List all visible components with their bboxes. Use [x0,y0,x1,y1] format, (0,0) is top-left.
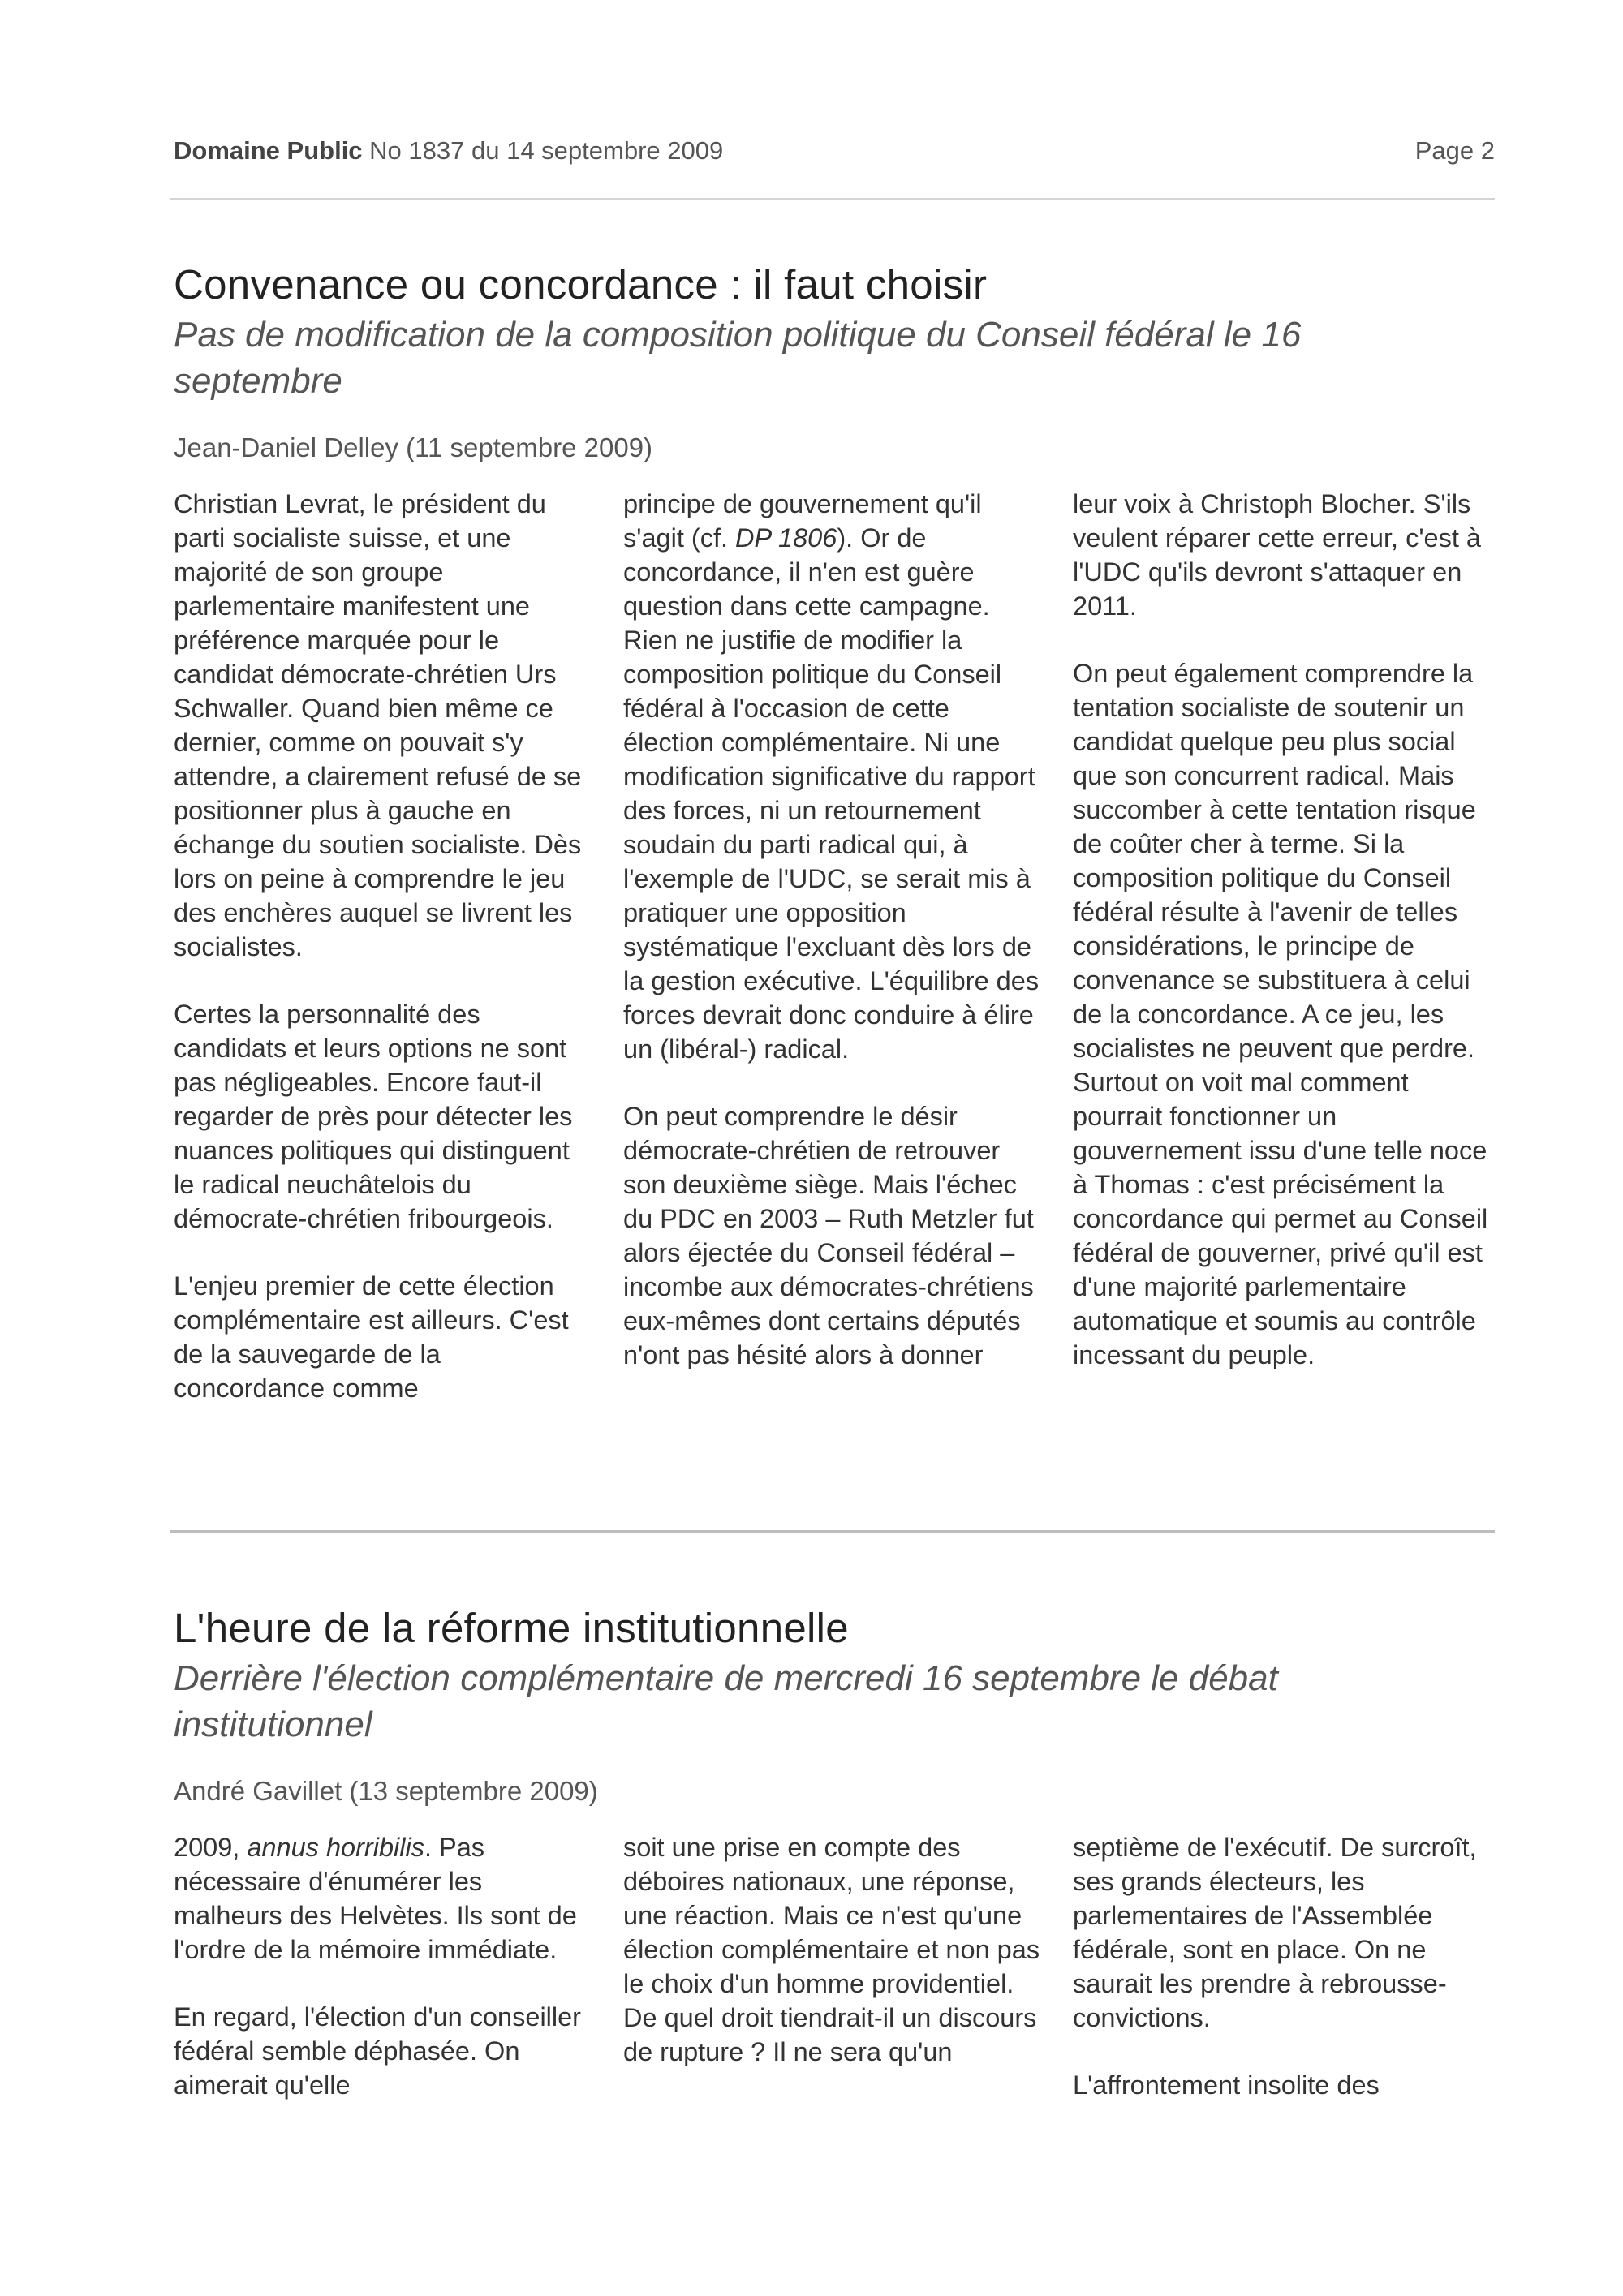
article-byline: André Gavillet (13 septembre 2009) [174,1776,598,1806]
column-3 [1073,1830,1495,2187]
article-divider [170,1530,1495,1533]
page-header [174,135,1495,167]
paragraph: Certes la personnalité des candidats et leurs options ne sont pas négligeables. Encore faut-il regarder de près pour détecter les nuances politiques qui distinguent le radical neuchâtelois du démocrate-chrétien fribourgeois. [174,1000,573,1233]
article-subtitle: Pas de modification de la composition politique du Conseil fédéral le 16 septembre [174,315,1302,401]
text-run: 2009, [174,1833,248,1862]
paragraph [174,1830,596,1967]
paragraph: soit une prise en compte des déboires nationaux, une réponse, une réaction. Mais ce n'est qu'une élection complémentaire et non pas le choix d'un homme providentiel. De quel droit tiendrait-il un discours de rupture ? Il ne sera qu'un [623,1833,1040,2066]
paragraph: L'affrontement insolite des [1073,2070,1380,2100]
paragraph: L'enjeu premier de cette élection complémentaire est ailleurs. C'est de la sauvegarde de la concordance comme [174,1271,569,1403]
column-2 [623,1830,1045,2187]
paragraph: Christian Levrat, le président du parti socialiste suisse, et une majorité de son groupe parlementaire manifestent une préférence marquée pour le candidat démocrate-chrétien Urs Schwaller. Quand bien même ce dernier, comme on pouvait s'y attendre, a clairement refusé de se positionner plus à gauche en échange du soutien socialiste. Dès lors on peine à comprendre le jeu des enchères auquel se livrent les socialistes. [174,489,582,961]
article-columns [174,1830,1495,2187]
article-subtitle: Derrière l'élection complémentaire de mercredi 16 septembre le débat institutionnel [174,1658,1278,1744]
text-run: principe de gouvernement qu'il s'agit (cf. [623,489,982,553]
publication-name: Domaine Public [174,136,363,165]
paragraph: On peut également comprendre la tentation socialiste de soutenir un candidat quelque peu plus social que son concurrent radical. Mais succomber à cette tentation risque de coûter cher à terme. Si la composition politique du Conseil fédéral résulte à l'avenir de telles considérations, le principe de convenance se substituera à celui de la concordance. A ce jeu, les socialistes ne peuvent que perdre. Surtout on voit mal comment pourrait fonctionner un gouvernement issu d'une telle noce à Thomas : c'est précisément la concordance qui permet au Conseil fédéral de gouverner, privé qu'il est d'une majorité parlementaire automatique et soumis au contrôle incessant du peuple. [1073,659,1488,1369]
emphasis-text: annus horribilis [247,1833,424,1862]
paragraph: leur voix à Christoph Blocher. S'ils veulent réparer cette erreur, c'est à l'UDC qu'ils devront s'attaquer en 2011. [1073,489,1481,621]
text-run: ). Or de concordance, il n'en est guère question dans cette campagne. Rien ne justifie de modifier la composition politique du Conseil fédéral à l'occasion de cette élection complémentaire. Ni une modification significative du rapport des forces, ni un retournement soudain du parti radical qui, à l'exemple de l'UDC, se serait mis à pratiquer une opposition systématique l'excluant dès lors de la gestion exécutive. L'équilibre des forces devrait donc conduire à élire un (libéral-) radical. [623,523,1040,1064]
article-byline: Jean-Daniel Delley (11 septembre 2009) [174,432,653,462]
column-2 [623,487,1045,1477]
column-3 [1073,487,1495,1477]
column-1 [174,487,596,1477]
paragraph: On peut comprendre le désir démocrate-chrétien de retrouver son deuxième siège. Mais l'échec du PDC en 2003 – Ruth Metzler fut alors éjectée du Conseil fédéral – incombe aux démocrates-chrétiens eux-mêmes dont certains députés n'ont pas hésité alors à donner [623,1102,1034,1369]
issue-info: No 1837 du 14 septembre 2009 [369,136,724,165]
article-columns [174,487,1495,1477]
article-title: Convenance ou concordance : il faut choisir [174,261,988,307]
article-convenance [174,260,1495,1477]
paragraph: En regard, l'élection d'un conseiller fédéral semble déphasée. On aimerait qu'elle [174,2002,582,2100]
reference-link-text: DP 1806 [735,523,837,553]
text-run: . Pas nécessaire d'énumérer les malheurs des Helvètes. Ils sont de l'ordre de la mémoire immédiate. [174,1833,577,1964]
article-reforme [174,1603,1495,2187]
article-title: L'heure de la réforme institutionnelle [174,1605,849,1651]
header-divider [170,198,1495,200]
paragraph [623,487,1045,1066]
paragraph: septième de l'exécutif. De surcroît, ses grands électeurs, les parlementaires de l'Assemblée fédérale, sont en place. On ne saurait les prendre à rebrousse-convictions. [1073,1833,1477,2032]
page-number: Page 2 [1414,136,1495,165]
column-1 [174,1830,596,2187]
